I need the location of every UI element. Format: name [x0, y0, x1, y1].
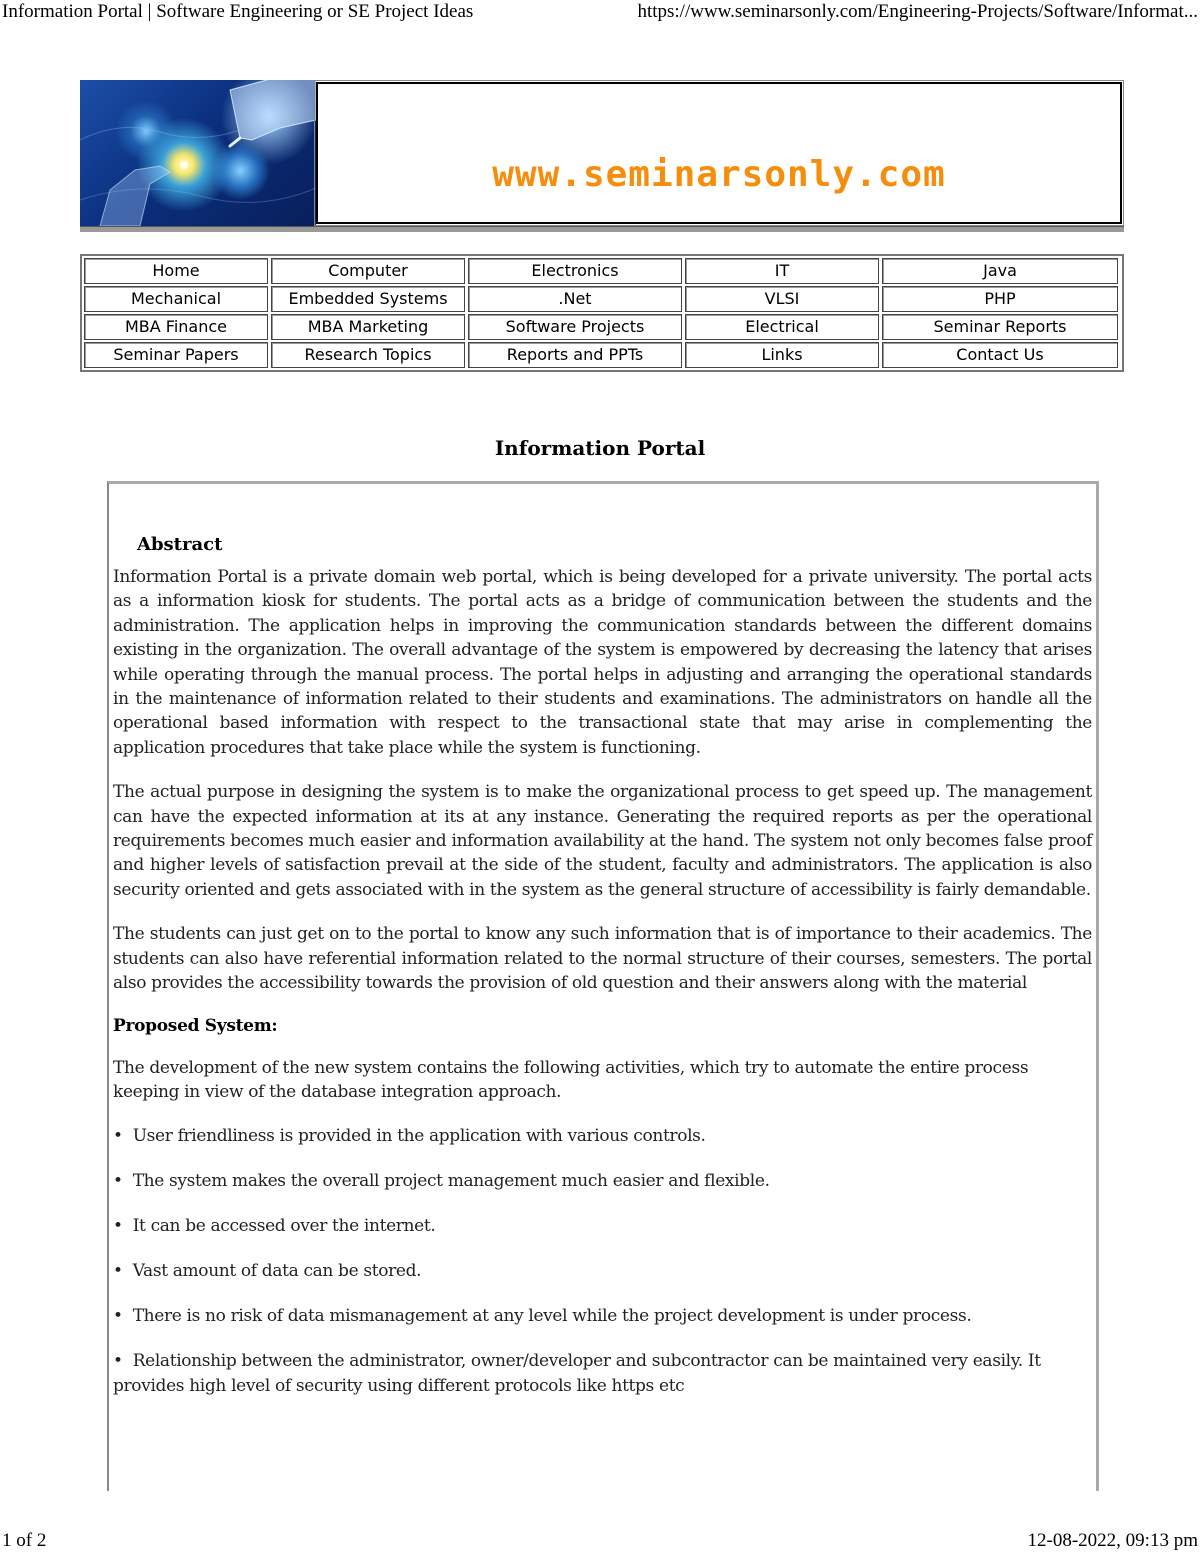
nav-link[interactable]: IT: [685, 258, 879, 284]
nav-link[interactable]: Java: [882, 258, 1118, 284]
print-footer: [0, 1530, 1200, 1553]
nav-link[interactable]: VLSI: [685, 286, 879, 312]
print-page-url: https://www.seminarsonly.com/Engineering-Projects/Software/Informat...: [637, 1, 1198, 22]
nav-link[interactable]: Reports and PPTs: [468, 342, 682, 368]
article-content: [107, 481, 1099, 1491]
list-item-text: User friendliness is provided in the application with various controls.: [132, 1126, 706, 1147]
bullet-icon: •: [113, 1351, 123, 1372]
nav-link[interactable]: Home: [84, 258, 268, 284]
nav-link[interactable]: Embedded Systems: [271, 286, 465, 312]
site-banner: [80, 80, 1124, 230]
paragraph: The students can just get on to the portal to know any such information that is of importance to their academics. The students can also have referential information related to the normal structure of their courses, semesters. The portal also provides the accessibility towards the provision of old question and their answers along with the material: [113, 924, 1092, 994]
site-name[interactable]: www.seminarsonly.com: [492, 154, 946, 195]
nav-link[interactable]: Electrical: [685, 314, 879, 340]
nav-link[interactable]: Contact Us: [882, 342, 1118, 368]
paragraph: Information Portal is a private domain web portal, which is being developed for a private university. The portal acts as a information kiosk for students. The portal acts as a bridge of communication between the students and the administration. The application helps in improving the communication standards between the different domains existing in the organization. The overall advantage of the system is empowered by decreasing the latency that arises while operating through the manual process. The portal helps in adjusting and arranging the operational standards in the maintenance of information related to their students and examinations. The administrators on handle all the operational based information with respect to the transactional state that may arise in complementing the application procedures that take place while the system is functioning.: [113, 567, 1092, 758]
category-nav-grid: [84, 258, 1120, 368]
nav-link[interactable]: Research Topics: [271, 342, 465, 368]
bullet-icon: •: [113, 1171, 123, 1192]
category-nav: [80, 254, 1124, 372]
paragraph: The actual purpose in designing the system is to make the organizational process to get speed up. The management can have the expected information at its at any instance. Generating the required reports as per the operational requirements becomes much easier and information availability at the hand. The system not only becomes false proof and higher levels of satisfaction prevail at the side of the student, faculty and administrators. The application is also security oriented and gets associated with in the system as the general structure of accessibility is fairly demandable.: [113, 782, 1092, 900]
list-item: [113, 1214, 1092, 1238]
nav-link[interactable]: MBA Finance: [84, 314, 268, 340]
nav-link[interactable]: Software Projects: [468, 314, 682, 340]
bullet-icon: •: [113, 1306, 123, 1327]
nav-link[interactable]: Mechanical: [84, 286, 268, 312]
nav-link[interactable]: Electronics: [468, 258, 682, 284]
nav-link[interactable]: Links: [685, 342, 879, 368]
bullet-icon: •: [113, 1261, 123, 1282]
list-item-text: It can be accessed over the internet.: [132, 1216, 436, 1237]
list-item-text: Relationship between the administrator, owner/developer and subcontractor can be maintained very easily. It provides high level of security using different protocols like https etc: [113, 1351, 1041, 1396]
proposed-intro: The development of the new system contains the following activities, which try to automate the entire process keeping in view of the database integration approach.: [113, 1057, 1029, 1102]
banner-hand-graphic: [80, 80, 316, 226]
list-item-text: Vast amount of data can be stored.: [132, 1261, 422, 1282]
banner-image: [80, 80, 316, 226]
list-item: [113, 1304, 1092, 1328]
list-item: [113, 1349, 1092, 1398]
print-datetime: 12-08-2022, 09:13 pm: [1027, 1530, 1198, 1551]
list-item-text: The system makes the overall project management much easier and flexible.: [132, 1171, 770, 1192]
bullet-icon: •: [113, 1126, 123, 1147]
nav-link[interactable]: Seminar Papers: [84, 342, 268, 368]
nav-link[interactable]: .Net: [468, 286, 682, 312]
banner-title-box: [316, 82, 1122, 224]
page-number: 1 of 2: [2, 1530, 47, 1551]
bullet-icon: •: [113, 1216, 123, 1237]
print-page-title: Information Portal | Software Engineering or SE Project Ideas: [2, 1, 474, 22]
nav-link[interactable]: MBA Marketing: [271, 314, 465, 340]
proposed-system-heading: Proposed System:: [113, 1015, 278, 1036]
abstract-heading: Abstract: [137, 534, 223, 555]
list-item: [113, 1259, 1092, 1283]
nav-link[interactable]: Seminar Reports: [882, 314, 1118, 340]
nav-link[interactable]: PHP: [882, 286, 1118, 312]
nav-link[interactable]: Computer: [271, 258, 465, 284]
list-item: [113, 1169, 1092, 1193]
list-item-text: There is no risk of data mismanagement at any level while the project development is under process.: [132, 1306, 972, 1327]
print-header: [0, 0, 1200, 26]
banner-divider: [80, 226, 1124, 232]
page-title: Information Portal: [494, 436, 706, 460]
list-item: [113, 1124, 1092, 1148]
feature-list: [113, 1124, 1092, 1398]
